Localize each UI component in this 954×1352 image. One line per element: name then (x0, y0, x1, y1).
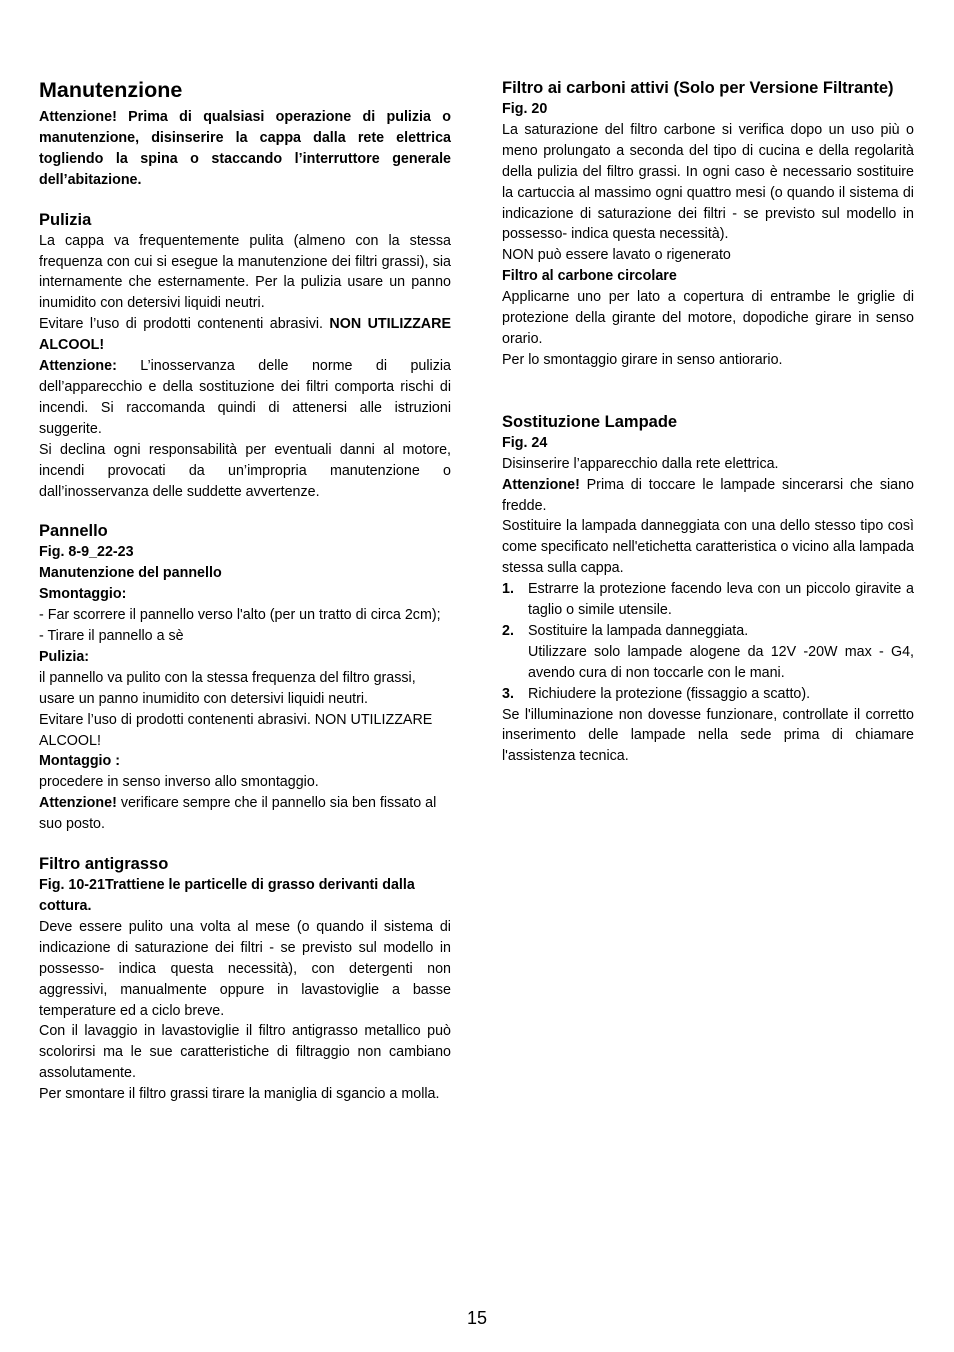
page-title: Manutenzione (39, 78, 183, 102)
lampade-p1: Disinserire l’apparecchio dalla rete elettrica. (502, 455, 779, 472)
step-text: Richiudere la protezione (fissaggio a scatto). (528, 685, 811, 702)
carboni-p1: La saturazione del filtro carbone si verifica dopo un uso più o meno prolungato a seconda del tipo di cucina e della regolarità della pulizia del filtro grassi. In ogni caso è necessario sostituire la cartuccia al massimo ogni quattro mesi (o quando il sistema di indicazione di saturazione dei filtri - se previsto sul modello in possesso- indica questa necessità). (502, 121, 914, 243)
pannello-sub: Manutenzione del pannello (39, 565, 222, 582)
filtro-antigrasso-fig: Fig. 10-21Trattiene le particelle di grasso derivanti dalla cottura. (39, 877, 415, 914)
filtro-antigrasso-p3: Per smontare il filtro grassi tirare la maniglia di sgancio a molla. (39, 1086, 440, 1103)
lampade-attention (502, 475, 914, 517)
carboni-sub: Filtro al carbone circolare (502, 268, 677, 285)
step-number: 2. (502, 622, 514, 639)
left-column (39, 76, 451, 1105)
lampade-heading: Sostituzione Lampade (502, 412, 678, 431)
pannello-fig: Fig. 8-9_22-23 (39, 544, 134, 561)
pannello-attention (39, 793, 451, 835)
pannello-att-text: verificare sempre che il pannello sia ben fissato al suo posto. (39, 795, 437, 833)
intro-warning: Attenzione! Prima di qualsiasi operazione di pulizia o manutenzione, disinserire la cappa dalla rete elettrica togliendo la spina o staccando l’interruttore generale dell’abitazione. (39, 109, 451, 188)
pannello-heading: Pannello (39, 522, 108, 541)
pannello-pulizia-label: Pulizia: (39, 648, 90, 665)
lampade-step-1 (502, 579, 914, 621)
pulizia-p3-text: L’inosservanza delle norme di pulizia dell’apparecchio e della sostituzione dei filtri comporta rischi di incendi. Si raccomanda quindi di attenersi alle istruzioni suggerite. (39, 358, 451, 437)
lampade-steps (502, 579, 914, 704)
montaggio-text: procedere in senso inverso allo smontaggio. (39, 774, 319, 791)
pulizia-p3-bold: Attenzione: (39, 358, 117, 375)
pulizia-p2-bold: NON UTILIZZARE ALCOOL! (39, 316, 451, 354)
lampade-att-bold: Attenzione! (502, 476, 580, 493)
smontaggio-step-1: - Far scorrere il pannello verso l'alto (per un tratto di circa 2cm); (39, 607, 441, 624)
carboni-p2: NON può essere lavato o rigenerato (502, 247, 731, 264)
filtro-antigrasso-heading: Filtro antigrasso (39, 855, 169, 874)
montaggio-label: Montaggio : (39, 753, 120, 770)
carboni-p3: Applicarne uno per lato a copertura di entrambe le griglie di protezione della girante del motore, dopodiche girare in senso orario. (502, 289, 914, 347)
carboni-heading: Filtro ai carboni attivi (Solo per Versione Filtrante) (502, 79, 894, 97)
page-number: 15 (466, 1308, 488, 1328)
lampade-p3: Se l'illuminazione non dovesse funzionare, controllate il corretto inserimento delle lampade nella sede prima di chiamare l'assistenza tecnica. (502, 706, 914, 765)
pannello-pulizia-2: Evitare l’uso di prodotti contenenti abrasivi. NON UTILIZZARE ALCOOL! (39, 711, 433, 749)
pulizia-paragraph-2 (39, 314, 451, 356)
step-number: 1. (502, 581, 514, 598)
lampade-step-3 (502, 684, 914, 705)
carboni-fig: Fig. 20 (502, 101, 548, 117)
filtro-antigrasso-p1: Deve essere pulito una volta al mese (o quando il sistema di indicazione di saturazione dei filtri - se previsto sul modello in possesso- indica questa necessità), con detergenti non aggressivi, manualmente oppure in lavastoviglie a basse temperature ed a ciclo breve. (39, 918, 451, 1019)
step-text: Estrarre la protezione facendo leva con un piccolo giravite a taglio o simile utensile. (528, 581, 914, 619)
pannello-pulizia-1: il pannello va pulito con la stessa frequenza del filtro grassi, usare un panno inumidito con detersivi liquidi neutri. (39, 669, 416, 707)
smontaggio-label: Smontaggio: (39, 586, 127, 603)
pannello-att-bold: Attenzione! (39, 795, 117, 812)
pulizia-heading: Pulizia (39, 210, 92, 229)
lampade-step-2 (502, 621, 914, 684)
right-column (502, 77, 914, 767)
step-text: Sostituire la lampada danneggiata. (528, 622, 749, 639)
pulizia-paragraph-1: La cappa va frequentemente pulita (almeno con la stessa frequenza con cui si esegue la manutenzione dei filtri grassi), sia internamente che esternamente. Per la pulizia usare un panno inumidito con detersivi liquidi neutri. (39, 232, 451, 312)
lampade-p2: Sostituire la lampada danneggiata con una dello stesso tipo così come specificato nell'etichetta caratteristica o vicino alla lampada stessa sulla cappa. (502, 518, 914, 577)
step-number: 3. (502, 685, 514, 702)
step-text-2: Utilizzare solo lampade alogene da 12V -20W max - G4, avendo cura di non toccarle con le mani. (528, 643, 914, 681)
filtro-antigrasso-p2: Con il lavaggio in lavastoviglie il filtro antigrasso metallico può scolorirsi ma le sue caratteristiche di filtraggio non cambiano assolutamente. (39, 1023, 451, 1082)
smontaggio-step-2: - Tirare il pannello a sè (39, 628, 184, 645)
lampade-att-text: Prima di toccare le lampade sincerarsi che siano fredde. (502, 476, 914, 514)
carboni-p4: Per lo smontaggio girare in senso antiorario. (502, 351, 783, 368)
pulizia-paragraph-3 (39, 356, 451, 440)
pulizia-p2-text: Evitare l’uso di prodotti contenenti abrasivi. (39, 316, 330, 333)
pulizia-paragraph-4: Si declina ogni responsabilità per eventuali danni al motore, incendi provocati da un’impropria manutenzione o dall’inosservanza delle suddette avvertenze. (39, 441, 451, 500)
lampade-fig: Fig. 24 (502, 434, 548, 451)
